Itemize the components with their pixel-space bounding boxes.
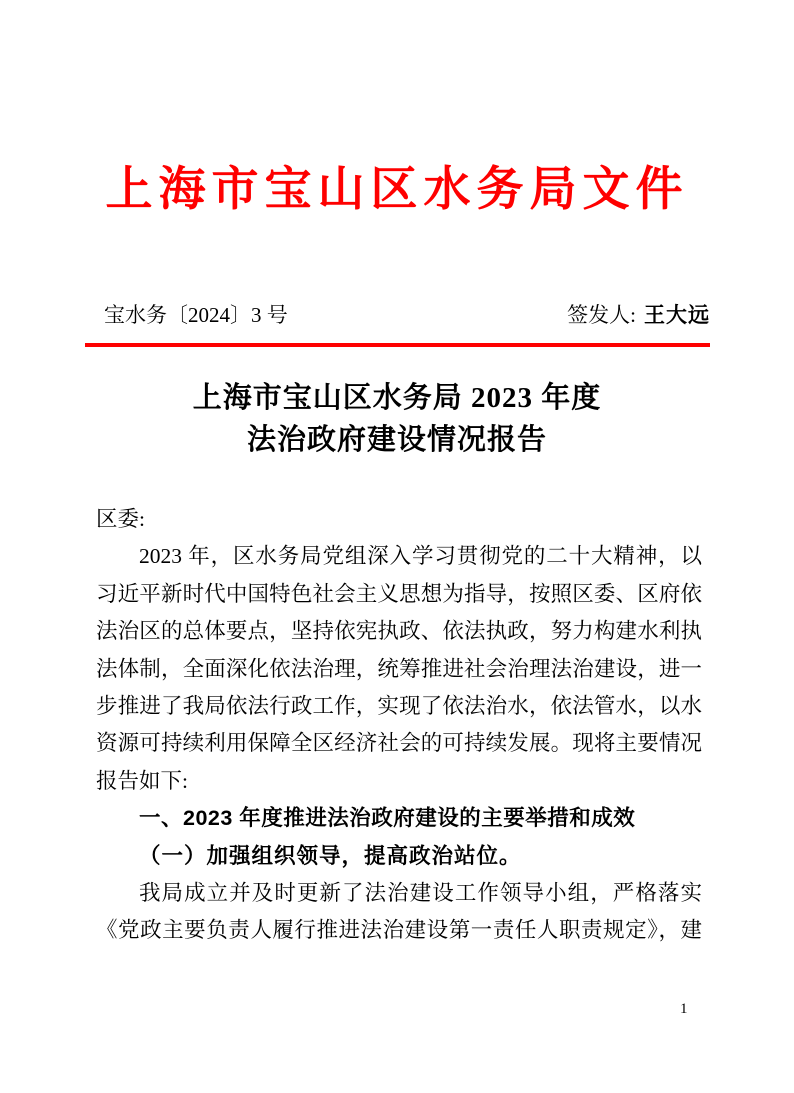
body-line: 资源可持续利用保障全区经济社会的可持续发展。现将主要情况 — [96, 731, 702, 756]
body-line: 法体制，全面深化依法治理，统筹推进社会治理法治建设，进一 — [96, 656, 702, 681]
document-title-line-2: 法治政府建设情况报告 — [246, 424, 547, 456]
body-line: 2023 年，区水务局党组深入学习贯彻党的二十大精神，以 — [139, 544, 702, 569]
body-line: 步推进了我局依法行政工作，实现了依法治水，依法管水，以水 — [96, 694, 702, 719]
document-number: 宝水务〔2024〕3 号 — [104, 303, 288, 327]
red-separator-line — [85, 343, 710, 347]
body-line: 《党政主要负责人履行推进法治建设第一责任人职责规定》，建 — [96, 918, 702, 943]
document-title — [0, 377, 794, 461]
section-heading: 一、2023 年度推进法治政府建设的主要举措和成效 — [139, 806, 636, 831]
page-number: 1 — [680, 1001, 688, 1017]
document-title-line-1: 上海市宝山区水务局 2023 年度 — [192, 382, 602, 414]
document-body — [96, 501, 702, 950]
salutation: 区委: — [96, 507, 145, 531]
subsection-heading: （一）加强组织领导，提高政治站位。 — [139, 843, 522, 868]
body-line: 习近平新时代中国特色社会主义思想为指导，按照区委、区府依 — [96, 581, 702, 606]
issuer-label: 签发人: — [567, 303, 636, 327]
issuer — [567, 299, 710, 329]
document-number-row — [104, 299, 710, 329]
body-line: 我局成立并及时更新了法治建设工作领导小组，严格落实 — [139, 881, 702, 906]
issuer-name: 王大远 — [644, 303, 710, 327]
body-line: 报告如下: — [96, 768, 188, 793]
agency-header-title: 上海市宝山区水务局文件 — [105, 162, 689, 217]
body-line: 法治区的总体要点，坚持依宪执政、依法执政，努力构建水利执 — [96, 619, 702, 644]
